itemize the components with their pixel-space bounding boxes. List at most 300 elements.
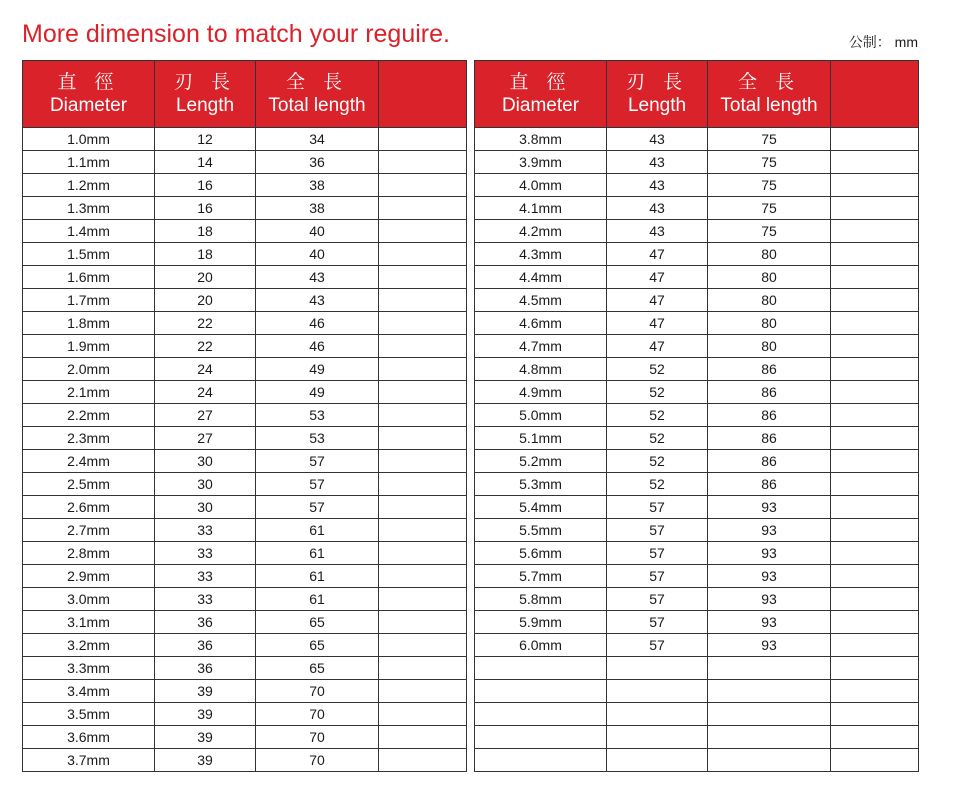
- cell-total-length: 86: [708, 427, 831, 450]
- cell-diameter: 3.6mm: [23, 726, 155, 749]
- cell-length: 52: [607, 450, 708, 473]
- header-total-length-en: Total length: [720, 95, 818, 116]
- table-body-left: [23, 128, 467, 772]
- cell-length: 57: [607, 519, 708, 542]
- cell-total-length: 65: [256, 611, 379, 634]
- cell-blank: [379, 634, 467, 657]
- cell-total-length: 57: [256, 473, 379, 496]
- cell-diameter: 3.0mm: [23, 588, 155, 611]
- dimension-table-right: [474, 60, 919, 772]
- cell-diameter: 2.6mm: [23, 496, 155, 519]
- table-row: [475, 243, 919, 266]
- cell-total-length: 70: [256, 726, 379, 749]
- cell-length: [607, 703, 708, 726]
- cell-blank: [379, 703, 467, 726]
- cell-blank: [831, 174, 919, 197]
- table-row: [23, 197, 467, 220]
- cell-diameter: 3.2mm: [23, 634, 155, 657]
- cell-total-length: 61: [256, 588, 379, 611]
- table-row: [475, 174, 919, 197]
- cell-length: 36: [155, 657, 256, 680]
- cell-diameter: 5.1mm: [475, 427, 607, 450]
- cell-blank: [379, 381, 467, 404]
- cell-blank: [379, 496, 467, 519]
- cell-total-length: 93: [708, 611, 831, 634]
- cell-length: 57: [607, 634, 708, 657]
- cell-length: 47: [607, 243, 708, 266]
- table-row: [475, 381, 919, 404]
- cell-diameter: 2.4mm: [23, 450, 155, 473]
- cell-total-length: 80: [708, 266, 831, 289]
- cell-blank: [379, 427, 467, 450]
- cell-length: 43: [607, 197, 708, 220]
- cell-total-length: 75: [708, 151, 831, 174]
- cell-length: 33: [155, 588, 256, 611]
- cell-total-length: 70: [256, 680, 379, 703]
- cell-diameter: 5.9mm: [475, 611, 607, 634]
- cell-diameter: [475, 680, 607, 703]
- table-row: [475, 611, 919, 634]
- cell-length: 27: [155, 404, 256, 427]
- cell-length: 57: [607, 496, 708, 519]
- cell-total-length: 53: [256, 404, 379, 427]
- table-row: [475, 588, 919, 611]
- cell-total-length: 38: [256, 174, 379, 197]
- cell-length: 30: [155, 473, 256, 496]
- table-row: [475, 542, 919, 565]
- cell-blank: [379, 243, 467, 266]
- table-row: [475, 519, 919, 542]
- cell-length: 47: [607, 312, 708, 335]
- table-row: [475, 335, 919, 358]
- cell-blank: [831, 588, 919, 611]
- cell-blank: [831, 358, 919, 381]
- cell-total-length: 46: [256, 335, 379, 358]
- cell-total-length: [708, 657, 831, 680]
- cell-diameter: 4.1mm: [475, 197, 607, 220]
- cell-total-length: 75: [708, 197, 831, 220]
- cell-total-length: 70: [256, 703, 379, 726]
- table-row: [475, 450, 919, 473]
- cell-diameter: 4.3mm: [475, 243, 607, 266]
- cell-total-length: 80: [708, 312, 831, 335]
- cell-length: 52: [607, 404, 708, 427]
- cell-length: [607, 657, 708, 680]
- table-row: [23, 588, 467, 611]
- cell-blank: [831, 266, 919, 289]
- table-row: [23, 427, 467, 450]
- cell-blank: [379, 335, 467, 358]
- header-total-length: [256, 61, 379, 128]
- cell-total-length: 80: [708, 243, 831, 266]
- table-row: [475, 565, 919, 588]
- cell-length: 24: [155, 358, 256, 381]
- cell-total-length: 93: [708, 634, 831, 657]
- header-length-en: Length: [175, 95, 235, 116]
- table-row: [475, 680, 919, 703]
- cell-length: 39: [155, 703, 256, 726]
- header-diameter: [475, 61, 607, 128]
- cell-blank: [379, 404, 467, 427]
- cell-diameter: 4.6mm: [475, 312, 607, 335]
- cell-blank: [831, 404, 919, 427]
- header-length: [155, 61, 256, 128]
- cell-blank: [379, 312, 467, 335]
- cell-total-length: 93: [708, 542, 831, 565]
- cell-length: 52: [607, 381, 708, 404]
- cell-length: 12: [155, 128, 256, 151]
- cell-total-length: 43: [256, 266, 379, 289]
- cell-length: 57: [607, 611, 708, 634]
- cell-total-length: 86: [708, 381, 831, 404]
- cell-total-length: 70: [256, 749, 379, 772]
- cell-total-length: 34: [256, 128, 379, 151]
- table-row: [475, 634, 919, 657]
- cell-diameter: 4.7mm: [475, 335, 607, 358]
- table-row: [23, 726, 467, 749]
- cell-total-length: 93: [708, 565, 831, 588]
- header-total-length: [708, 61, 831, 128]
- table-row: [23, 519, 467, 542]
- table-row: [23, 749, 467, 772]
- cell-total-length: 93: [708, 519, 831, 542]
- cell-blank: [831, 634, 919, 657]
- cell-length: 24: [155, 381, 256, 404]
- cell-total-length: 86: [708, 450, 831, 473]
- cell-length: [607, 749, 708, 772]
- cell-diameter: 1.8mm: [23, 312, 155, 335]
- header-diameter: [23, 61, 155, 128]
- cell-length: 43: [607, 128, 708, 151]
- cell-total-length: 75: [708, 128, 831, 151]
- unit-label: 公制： mm: [848, 34, 918, 50]
- cell-length: 57: [607, 565, 708, 588]
- table-row: [23, 450, 467, 473]
- cell-diameter: 1.3mm: [23, 197, 155, 220]
- cell-blank: [379, 657, 467, 680]
- table-row: [475, 703, 919, 726]
- cell-length: 16: [155, 197, 256, 220]
- cell-blank: [379, 174, 467, 197]
- dimension-table-left: [22, 60, 467, 772]
- cell-total-length: 93: [708, 588, 831, 611]
- cell-length: 47: [607, 266, 708, 289]
- table-row: [23, 289, 467, 312]
- cell-length: 20: [155, 266, 256, 289]
- table-row: [23, 312, 467, 335]
- table-row: [475, 726, 919, 749]
- cell-diameter: 2.1mm: [23, 381, 155, 404]
- cell-diameter: 5.3mm: [475, 473, 607, 496]
- cell-diameter: 6.0mm: [475, 634, 607, 657]
- cell-blank: [831, 289, 919, 312]
- table-row: [23, 266, 467, 289]
- cell-blank: [831, 243, 919, 266]
- cell-length: 57: [607, 588, 708, 611]
- cell-length: 18: [155, 220, 256, 243]
- cell-total-length: 57: [256, 496, 379, 519]
- cell-blank: [379, 128, 467, 151]
- cell-blank: [831, 565, 919, 588]
- header-blank: [831, 61, 919, 128]
- cell-total-length: 86: [708, 404, 831, 427]
- cell-blank: [831, 749, 919, 772]
- cell-diameter: [475, 726, 607, 749]
- cell-length: 43: [607, 220, 708, 243]
- cell-blank: [831, 473, 919, 496]
- table-row: [23, 680, 467, 703]
- cell-total-length: 57: [256, 450, 379, 473]
- cell-diameter: 2.5mm: [23, 473, 155, 496]
- cell-diameter: [475, 749, 607, 772]
- cell-length: 47: [607, 289, 708, 312]
- cell-length: 22: [155, 312, 256, 335]
- cell-blank: [831, 312, 919, 335]
- cell-diameter: 2.7mm: [23, 519, 155, 542]
- cell-diameter: 1.9mm: [23, 335, 155, 358]
- cell-diameter: 1.1mm: [23, 151, 155, 174]
- cell-total-length: [708, 680, 831, 703]
- cell-blank: [379, 197, 467, 220]
- cell-total-length: [708, 703, 831, 726]
- cell-diameter: 1.7mm: [23, 289, 155, 312]
- table-row: [23, 128, 467, 151]
- cell-blank: [831, 657, 919, 680]
- cell-diameter: [475, 657, 607, 680]
- cell-diameter: 1.2mm: [23, 174, 155, 197]
- cell-blank: [831, 197, 919, 220]
- cell-blank: [379, 450, 467, 473]
- header-total-length-zh: 全 長: [737, 71, 801, 93]
- cell-blank: [831, 519, 919, 542]
- cell-blank: [379, 680, 467, 703]
- cell-blank: [831, 496, 919, 519]
- cell-total-length: 93: [708, 496, 831, 519]
- cell-blank: [379, 726, 467, 749]
- cell-diameter: 4.0mm: [475, 174, 607, 197]
- cell-diameter: 5.4mm: [475, 496, 607, 519]
- cell-total-length: 65: [256, 657, 379, 680]
- cell-diameter: 1.6mm: [23, 266, 155, 289]
- cell-length: 39: [155, 680, 256, 703]
- cell-diameter: 5.7mm: [475, 565, 607, 588]
- table-row: [23, 542, 467, 565]
- table-row: [23, 243, 467, 266]
- cell-length: 33: [155, 565, 256, 588]
- table-row: [23, 657, 467, 680]
- header-length-en: Length: [627, 95, 687, 116]
- cell-diameter: 5.0mm: [475, 404, 607, 427]
- cell-diameter: 2.3mm: [23, 427, 155, 450]
- cell-diameter: 3.5mm: [23, 703, 155, 726]
- cell-total-length: 61: [256, 542, 379, 565]
- header-diameter-zh: 直 徑: [509, 71, 572, 93]
- cell-blank: [379, 358, 467, 381]
- cell-diameter: 3.4mm: [23, 680, 155, 703]
- cell-diameter: 5.2mm: [475, 450, 607, 473]
- cell-diameter: [475, 703, 607, 726]
- cell-blank: [379, 151, 467, 174]
- cell-diameter: 2.0mm: [23, 358, 155, 381]
- cell-length: 52: [607, 427, 708, 450]
- cell-diameter: 1.4mm: [23, 220, 155, 243]
- table-row: [475, 404, 919, 427]
- cell-blank: [831, 151, 919, 174]
- table-row: [23, 703, 467, 726]
- cell-diameter: 1.5mm: [23, 243, 155, 266]
- cell-diameter: 4.4mm: [475, 266, 607, 289]
- cell-blank: [379, 611, 467, 634]
- cell-total-length: 80: [708, 289, 831, 312]
- cell-blank: [379, 519, 467, 542]
- cell-blank: [379, 565, 467, 588]
- cell-length: 39: [155, 749, 256, 772]
- cell-total-length: 43: [256, 289, 379, 312]
- cell-diameter: 3.3mm: [23, 657, 155, 680]
- cell-length: 22: [155, 335, 256, 358]
- cell-total-length: 61: [256, 519, 379, 542]
- cell-length: 52: [607, 358, 708, 381]
- table-row: [475, 657, 919, 680]
- cell-total-length: 80: [708, 335, 831, 358]
- cell-total-length: 86: [708, 358, 831, 381]
- cell-length: 30: [155, 496, 256, 519]
- header-total-length-en: Total length: [268, 95, 366, 116]
- table-row: [23, 565, 467, 588]
- table-row: [475, 473, 919, 496]
- cell-blank: [379, 220, 467, 243]
- table-row: [475, 289, 919, 312]
- table-row: [23, 496, 467, 519]
- header-total-length-zh: 全 長: [285, 71, 349, 93]
- cell-length: [607, 726, 708, 749]
- cell-total-length: 53: [256, 427, 379, 450]
- table-row: [23, 634, 467, 657]
- table-row: [23, 611, 467, 634]
- cell-length: 52: [607, 473, 708, 496]
- cell-diameter: 4.5mm: [475, 289, 607, 312]
- table-body-right: [475, 128, 919, 772]
- cell-diameter: 2.9mm: [23, 565, 155, 588]
- cell-blank: [379, 289, 467, 312]
- cell-length: 18: [155, 243, 256, 266]
- cell-diameter: 4.9mm: [475, 381, 607, 404]
- header-diameter-en: Diameter: [501, 95, 580, 116]
- cell-length: 30: [155, 450, 256, 473]
- table-row: [23, 151, 467, 174]
- cell-blank: [831, 381, 919, 404]
- cell-length: 43: [607, 174, 708, 197]
- cell-blank: [831, 542, 919, 565]
- cell-diameter: 4.2mm: [475, 220, 607, 243]
- cell-blank: [379, 588, 467, 611]
- cell-blank: [379, 542, 467, 565]
- cell-length: 16: [155, 174, 256, 197]
- cell-blank: [379, 749, 467, 772]
- cell-total-length: 46: [256, 312, 379, 335]
- cell-diameter: 3.1mm: [23, 611, 155, 634]
- header-diameter-zh: 直 徑: [57, 71, 120, 93]
- cell-total-length: 38: [256, 197, 379, 220]
- cell-length: 33: [155, 542, 256, 565]
- cell-diameter: 3.9mm: [475, 151, 607, 174]
- page-title: More dimension to match your reguire.: [22, 20, 450, 48]
- table-row: [23, 174, 467, 197]
- cell-diameter: 5.8mm: [475, 588, 607, 611]
- cell-blank: [831, 128, 919, 151]
- cell-total-length: 86: [708, 473, 831, 496]
- table-row: [23, 473, 467, 496]
- cell-total-length: 40: [256, 243, 379, 266]
- cell-total-length: 36: [256, 151, 379, 174]
- table-row: [475, 151, 919, 174]
- cell-length: 14: [155, 151, 256, 174]
- cell-total-length: [708, 726, 831, 749]
- table-row: [23, 335, 467, 358]
- cell-blank: [379, 473, 467, 496]
- header-length-zh: 刃 長: [173, 71, 237, 93]
- cell-length: 33: [155, 519, 256, 542]
- cell-total-length: 49: [256, 381, 379, 404]
- table-row: [23, 381, 467, 404]
- cell-blank: [831, 450, 919, 473]
- cell-length: [607, 680, 708, 703]
- table-row: [475, 496, 919, 519]
- header-length-zh: 刃 長: [625, 71, 689, 93]
- table-row: [475, 128, 919, 151]
- cell-total-length: 49: [256, 358, 379, 381]
- table-header-row: [23, 61, 467, 128]
- cell-diameter: 2.8mm: [23, 542, 155, 565]
- cell-length: 27: [155, 427, 256, 450]
- table-row: [475, 749, 919, 772]
- table-row: [475, 427, 919, 450]
- table-row: [23, 220, 467, 243]
- cell-diameter: 3.7mm: [23, 749, 155, 772]
- header-length: [607, 61, 708, 128]
- cell-total-length: 40: [256, 220, 379, 243]
- cell-length: 20: [155, 289, 256, 312]
- cell-diameter: 5.5mm: [475, 519, 607, 542]
- cell-total-length: 61: [256, 565, 379, 588]
- cell-blank: [831, 220, 919, 243]
- cell-diameter: 1.0mm: [23, 128, 155, 151]
- cell-length: 57: [607, 542, 708, 565]
- cell-diameter: 3.8mm: [475, 128, 607, 151]
- cell-blank: [831, 680, 919, 703]
- table-row: [23, 404, 467, 427]
- cell-length: 36: [155, 611, 256, 634]
- header-diameter-en: Diameter: [49, 95, 128, 116]
- cell-blank: [831, 703, 919, 726]
- cell-length: 39: [155, 726, 256, 749]
- table-row: [475, 312, 919, 335]
- cell-total-length: 75: [708, 174, 831, 197]
- cell-blank: [831, 726, 919, 749]
- cell-length: 43: [607, 151, 708, 174]
- cell-length: 47: [607, 335, 708, 358]
- cell-total-length: 75: [708, 220, 831, 243]
- table-row: [475, 358, 919, 381]
- cell-blank: [831, 335, 919, 358]
- table-row: [23, 358, 467, 381]
- cell-blank: [831, 427, 919, 450]
- table-row: [475, 220, 919, 243]
- cell-length: 36: [155, 634, 256, 657]
- cell-total-length: 65: [256, 634, 379, 657]
- cell-blank: [831, 611, 919, 634]
- table-row: [475, 197, 919, 220]
